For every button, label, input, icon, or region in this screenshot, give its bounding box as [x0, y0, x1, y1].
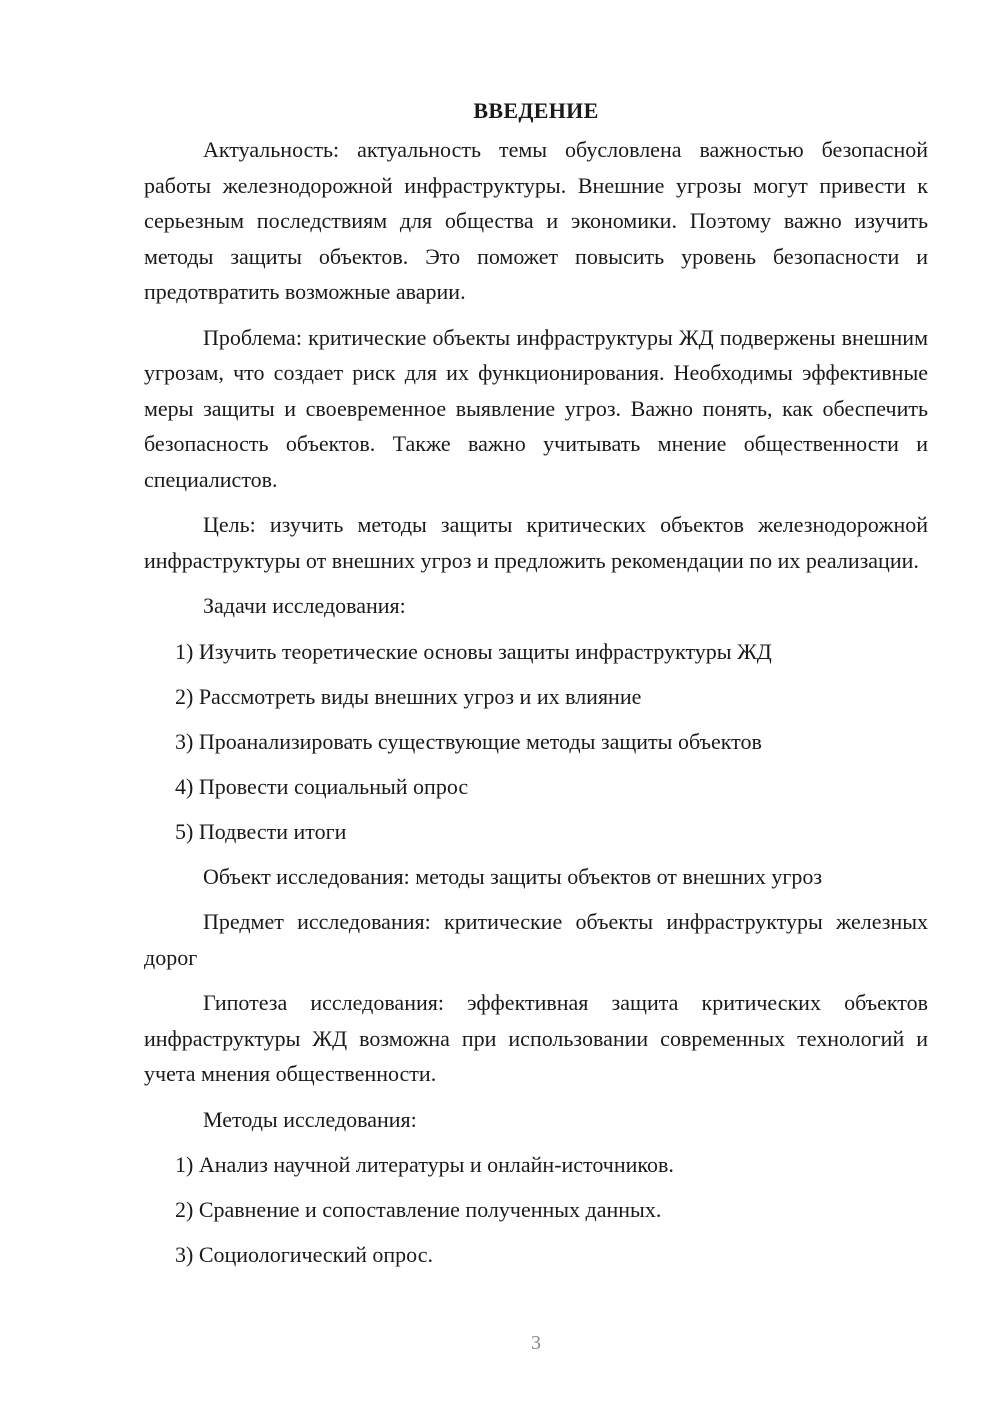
- document-page: [144, 94, 928, 1282]
- list-item: 3) Социологический опрос.: [175, 1242, 433, 1267]
- methods-list: [144, 1147, 928, 1273]
- problem-paragraph: Проблема: критические объекты инфраструктуры ЖД подвержены внешним угрозам, что создает риск для их функционирования. Необходимы эффективные меры защиты и своевременное выявление угроз. Важно понять, как обеспечить безопасность объектов. Также важно учитывать мнение общественности и специалистов.: [144, 324, 928, 492]
- tasks-heading: Задачи исследования:: [203, 593, 406, 618]
- relevance-paragraph: Актуальность: актуальность темы обусловлена важностью безопасной работы железнодорожной инфраструктуры. Внешние угрозы могут привести к серьезным последствиям для общества и экономики. Поэтому важно изучить методы защиты объектов. Это поможет повысить уровень безопасности и предотвратить возможные аварии.: [144, 137, 928, 304]
- object-paragraph: Объект исследования: методы защиты объектов от внешних угроз: [203, 863, 823, 889]
- subject-paragraph: Предмет исследования: критические объекты инфраструктуры железных дорог: [144, 909, 928, 970]
- goal-paragraph: Цель: изучить методы защиты критических объектов железнодорожной инфраструктуры от внешних угроз и предложить рекомендации по их реализации.: [144, 512, 928, 573]
- methods-heading: Методы исследования:: [203, 1106, 417, 1132]
- page-number: 3: [531, 1332, 541, 1354]
- list-item: 2) Рассмотреть виды внешних угроз и их влияние: [175, 683, 642, 709]
- hypothesis-paragraph: Гипотеза исследования: эффективная защита критических объектов инфраструктуры ЖД возможна при использовании современных технологий и учета мнения общественности.: [144, 990, 928, 1086]
- section-title: ВВЕДЕНИЕ: [473, 98, 599, 123]
- list-item: 1) Изучить теоретические основы защиты инфраструктуры ЖД: [175, 638, 772, 664]
- tasks-list: [144, 634, 928, 850]
- list-item: 3) Проанализировать существующие методы защиты объектов: [175, 728, 762, 754]
- list-item: 4) Провести социальный опрос: [175, 773, 469, 799]
- list-item: 2) Сравнение и сопоставление полученных данных.: [175, 1197, 662, 1222]
- list-item: 5) Подвести итоги: [175, 818, 347, 844]
- list-item: 1) Анализ научной литературы и онлайн-источников.: [175, 1152, 674, 1177]
